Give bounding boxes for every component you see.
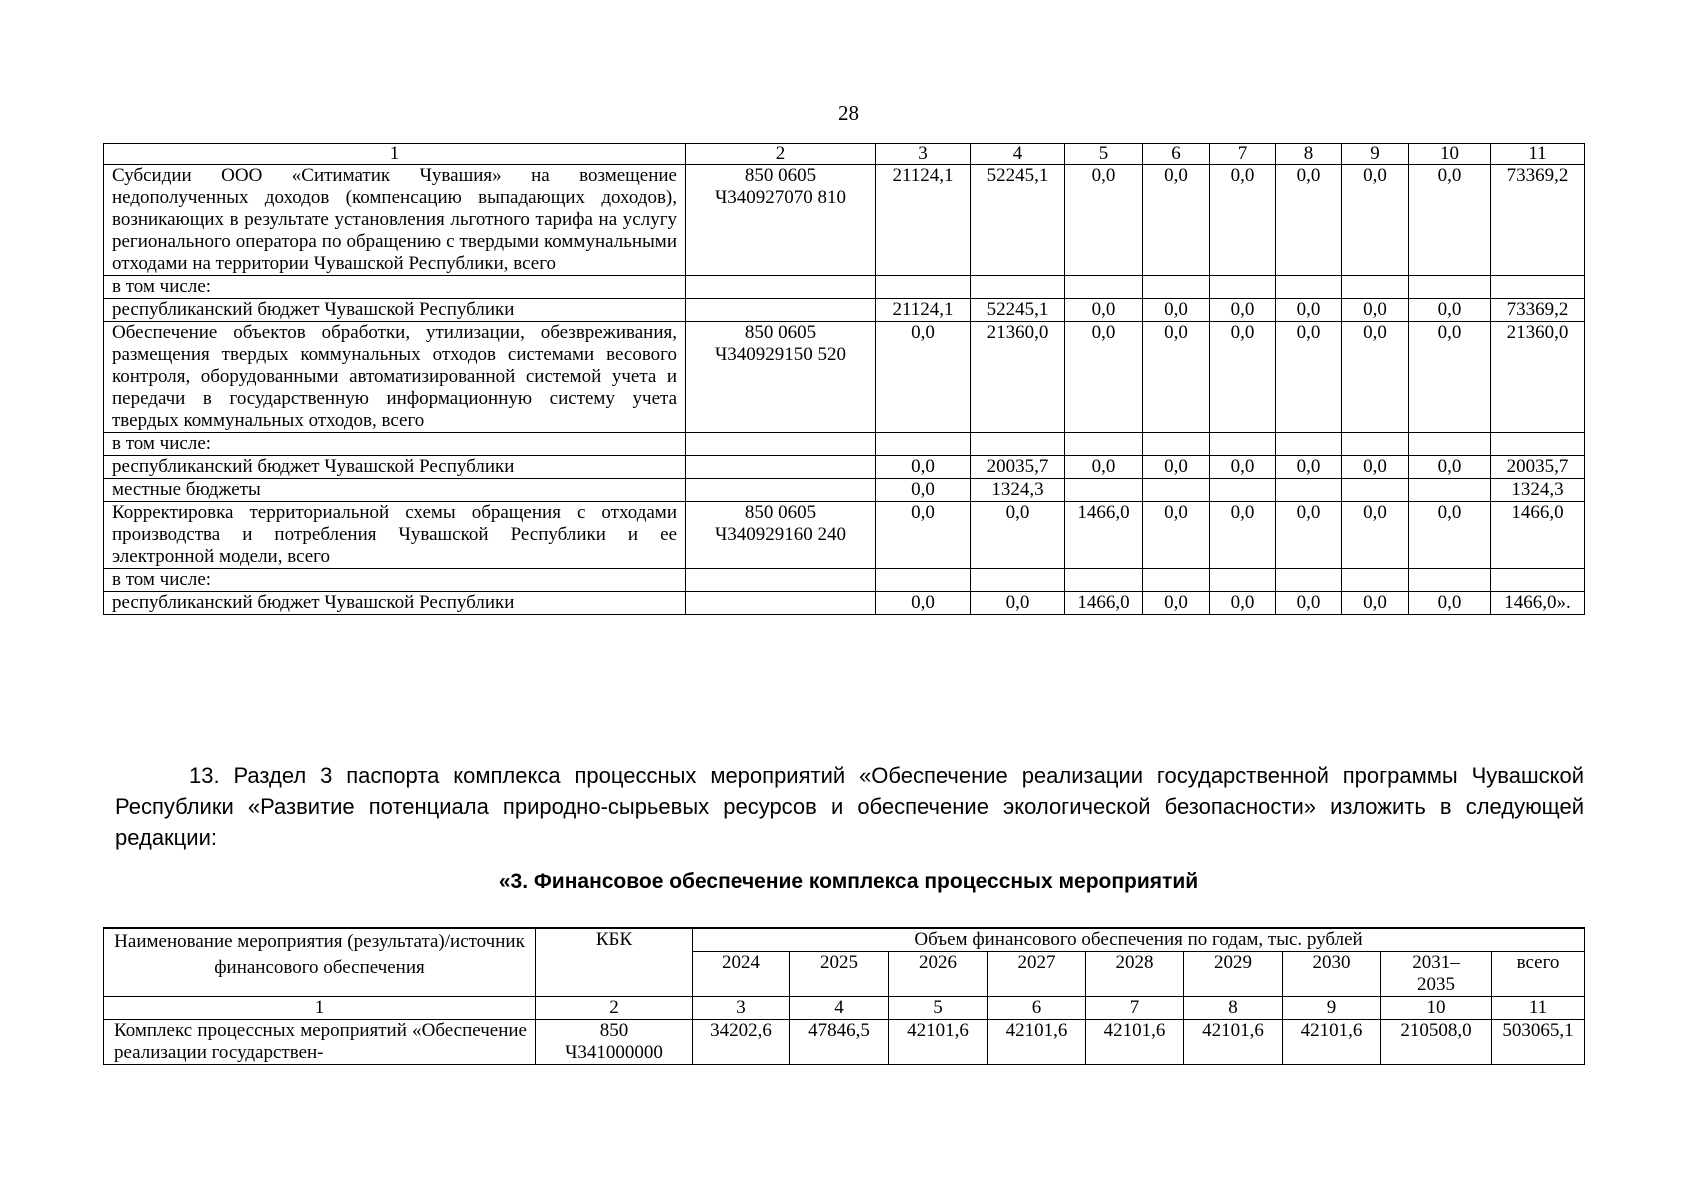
row-value: 0,0 [1342, 299, 1409, 322]
row-value: 0,0 [1210, 456, 1276, 479]
row-value: 503065,1 [1492, 1020, 1585, 1065]
row-value [1065, 479, 1143, 502]
row-value: 34202,6 [693, 1020, 790, 1065]
row-value [876, 276, 971, 299]
row-name: местные бюджеты [104, 479, 686, 502]
row-value: 0,0 [876, 456, 971, 479]
row-value [1276, 276, 1342, 299]
row-value: 0,0 [876, 502, 971, 569]
column-number: 9 [1283, 997, 1381, 1020]
row-value [876, 433, 971, 456]
column-number: 7 [1210, 144, 1276, 165]
row-value: 0,0 [1276, 299, 1342, 322]
row-value: 52245,1 [971, 299, 1065, 322]
column-number: 4 [971, 144, 1065, 165]
row-value [1342, 569, 1409, 592]
row-name: Обеспечение объектов обработки, утилизации, обезвреживания, размещения твердых коммунальных отходов системами весового контроля, оборудованными автоматизированной системой учета и передачи в государственную информационную систему учета твердых коммунальных отходов, всего [104, 322, 686, 433]
financing-table-continued [103, 143, 1585, 615]
amendment-paragraph: 13. Раздел 3 паспорта комплекса процессных мероприятий «Обеспечение реализации государственной программы Чувашской Республики «Развитие потенциала природно-сырьевых ресурсов и обеспечение экологической безопасности» изложить в следующей редакции: [115, 763, 1584, 850]
table-row [104, 322, 1585, 433]
row-value: 0,0 [1143, 502, 1210, 569]
column-number: 11 [1491, 144, 1585, 165]
row-name: республиканский бюджет Чувашской Республики [104, 456, 686, 479]
row-value [1210, 276, 1276, 299]
row-value: 47846,5 [790, 1020, 889, 1065]
row-value: 0,0 [1276, 456, 1342, 479]
row-code [686, 433, 876, 456]
column-number: 7 [1086, 997, 1184, 1020]
row-value: 0,0 [1409, 502, 1491, 569]
row-value: 0,0 [1276, 165, 1342, 276]
column-number: 5 [1065, 144, 1143, 165]
row-name: в том числе: [104, 276, 686, 299]
row-code [686, 456, 876, 479]
row-value: 210508,0 [1381, 1020, 1492, 1065]
row-value [1491, 569, 1585, 592]
row-value: 0,0 [876, 592, 971, 615]
column-number: 11 [1492, 997, 1585, 1020]
column-number: 3 [876, 144, 971, 165]
row-value: 0,0 [1342, 502, 1409, 569]
table-row [104, 479, 1585, 502]
section-heading: «3. Финансовое обеспечение комплекса процессных мероприятий [498, 870, 1199, 893]
row-value [971, 569, 1065, 592]
row-value: 1466,0 [1065, 592, 1143, 615]
row-value: 0,0 [1210, 502, 1276, 569]
row-value [1491, 433, 1585, 456]
row-value: 52245,1 [971, 165, 1065, 276]
column-numbers-row [104, 144, 1585, 165]
row-value: 0,0 [876, 322, 971, 433]
row-code [686, 479, 876, 502]
row-value: 42101,6 [889, 1020, 988, 1065]
column-number: 10 [1409, 144, 1491, 165]
row-value: 0,0 [1342, 456, 1409, 479]
row-value: 0,0 [971, 592, 1065, 615]
row-value: 0,0 [1065, 165, 1143, 276]
row-value [1409, 569, 1491, 592]
row-code [686, 569, 876, 592]
column-number: 10 [1381, 997, 1492, 1020]
row-value [1210, 479, 1276, 502]
table-row [104, 569, 1585, 592]
row-name: Комплекс процессных мероприятий «Обеспечение реализации государствен- [104, 1020, 536, 1065]
row-value [971, 276, 1065, 299]
row-value [1276, 479, 1342, 502]
table-row [104, 299, 1585, 322]
year-header: всего [1492, 952, 1585, 997]
table-row [104, 433, 1585, 456]
year-header: 2028 [1086, 952, 1184, 997]
row-value: 20035,7 [971, 456, 1065, 479]
column-number: 4 [790, 997, 889, 1020]
row-value [1409, 479, 1491, 502]
row-value [1276, 569, 1342, 592]
row-value [1210, 569, 1276, 592]
row-value [876, 569, 971, 592]
row-value: 0,0 [1409, 165, 1491, 276]
row-value: 42101,6 [988, 1020, 1086, 1065]
row-value: 0,0 [1409, 456, 1491, 479]
header-name: Наименование мероприятия (результата)/источник финансового обеспечения [104, 928, 536, 997]
row-code: 850 0605 Ч340929160 240 [686, 502, 876, 569]
row-value: 1324,3 [971, 479, 1065, 502]
header-volume: Объем финансового обеспечения по годам, тыс. рублей [693, 928, 1585, 952]
row-value: 0,0 [1276, 502, 1342, 569]
column-number: 6 [988, 997, 1086, 1020]
row-value [971, 433, 1065, 456]
row-value: 0,0 [876, 479, 971, 502]
row-value: 0,0 [1409, 299, 1491, 322]
row-value: 73369,2 [1491, 299, 1585, 322]
row-value [1342, 433, 1409, 456]
row-value: 0,0 [971, 502, 1065, 569]
row-value: 1466,0 [1065, 502, 1143, 569]
row-value: 0,0 [1210, 299, 1276, 322]
row-value [1143, 276, 1210, 299]
year-header: 2025 [790, 952, 889, 997]
row-code [686, 299, 876, 322]
row-value: 0,0 [1143, 299, 1210, 322]
row-value: 0,0 [1143, 322, 1210, 433]
table-row [104, 592, 1585, 615]
table-row [104, 165, 1585, 276]
table2-header-row [104, 928, 1585, 952]
row-name: Субсидии ООО «Ситиматик Чувашия» на возмещение недополученных доходов (компенсацию выпадающих доходов), возникающих в результате установления льготного тарифа на услугу регионального оператора по обращению с твердыми коммунальными отходами на территории Чувашской Республики, всего [104, 165, 686, 276]
row-name: в том числе: [104, 433, 686, 456]
row-value: 0,0 [1210, 592, 1276, 615]
column-number: 9 [1342, 144, 1409, 165]
row-value: 1466,0 [1491, 502, 1585, 569]
page-number: 28 [838, 101, 859, 125]
year-header: 2024 [693, 952, 790, 997]
year-header: 2026 [889, 952, 988, 997]
row-value [1065, 276, 1143, 299]
financing-table-new [103, 927, 1585, 1065]
row-value [1143, 433, 1210, 456]
header-kbk: КБК [536, 928, 693, 997]
row-value: 0,0 [1342, 592, 1409, 615]
row-value: 42101,6 [1184, 1020, 1283, 1065]
row-value [1143, 479, 1210, 502]
row-value [1065, 433, 1143, 456]
column-numbers-row [104, 997, 1585, 1020]
table-row [104, 1020, 1585, 1065]
table-row [104, 456, 1585, 479]
row-value [1342, 479, 1409, 502]
row-code: 850 Ч341000000 [536, 1020, 693, 1065]
table-row [104, 276, 1585, 299]
year-header: 2031– 2035 [1381, 952, 1492, 997]
row-value [1342, 276, 1409, 299]
row-value: 0,0 [1276, 322, 1342, 433]
row-value [1210, 433, 1276, 456]
row-value: 0,0 [1409, 322, 1491, 433]
row-value: 0,0 [1276, 592, 1342, 615]
row-value [1491, 276, 1585, 299]
column-number: 6 [1143, 144, 1210, 165]
year-header: 2027 [988, 952, 1086, 997]
row-value [1065, 569, 1143, 592]
row-value: 0,0 [1210, 322, 1276, 433]
column-number: 3 [693, 997, 790, 1020]
row-value: 42101,6 [1086, 1020, 1184, 1065]
row-value: 21360,0 [971, 322, 1065, 433]
row-value: 73369,2 [1491, 165, 1585, 276]
row-code: 850 0605 Ч340929150 520 [686, 322, 876, 433]
row-value: 0,0 [1143, 165, 1210, 276]
row-name: республиканский бюджет Чувашской Республики [104, 592, 686, 615]
row-value [1409, 433, 1491, 456]
row-value: 42101,6 [1283, 1020, 1381, 1065]
row-value: 1324,3 [1491, 479, 1585, 502]
row-value: 0,0 [1143, 592, 1210, 615]
row-value: 21124,1 [876, 299, 971, 322]
row-value: 0,0 [1065, 299, 1143, 322]
row-value: 0,0 [1409, 592, 1491, 615]
year-header: 2030 [1283, 952, 1381, 997]
row-value: 20035,7 [1491, 456, 1585, 479]
row-value: 0,0 [1065, 456, 1143, 479]
column-number: 2 [536, 997, 693, 1020]
row-value [1409, 276, 1491, 299]
column-number: 8 [1276, 144, 1342, 165]
row-value: 0,0 [1065, 322, 1143, 433]
row-code: 850 0605 Ч340927070 810 [686, 165, 876, 276]
row-value: 1466,0». [1491, 592, 1585, 615]
row-value: 0,0 [1143, 456, 1210, 479]
column-number: 1 [104, 144, 686, 165]
column-number: 8 [1184, 997, 1283, 1020]
row-value: 0,0 [1342, 165, 1409, 276]
row-name: республиканский бюджет Чувашской Республики [104, 299, 686, 322]
year-header: 2029 [1184, 952, 1283, 997]
row-code [686, 592, 876, 615]
row-name: Корректировка территориальной схемы обращения с отходами производства и потребления Чувашской Республики и ее электронной модели, всего [104, 502, 686, 569]
row-value [1276, 433, 1342, 456]
table-row [104, 502, 1585, 569]
row-code [686, 276, 876, 299]
row-value [1143, 569, 1210, 592]
row-value: 0,0 [1210, 165, 1276, 276]
row-value: 21360,0 [1491, 322, 1585, 433]
column-number: 1 [104, 997, 536, 1020]
column-number: 2 [686, 144, 876, 165]
column-number: 5 [889, 997, 988, 1020]
row-name: в том числе: [104, 569, 686, 592]
row-value: 21124,1 [876, 165, 971, 276]
row-value: 0,0 [1342, 322, 1409, 433]
